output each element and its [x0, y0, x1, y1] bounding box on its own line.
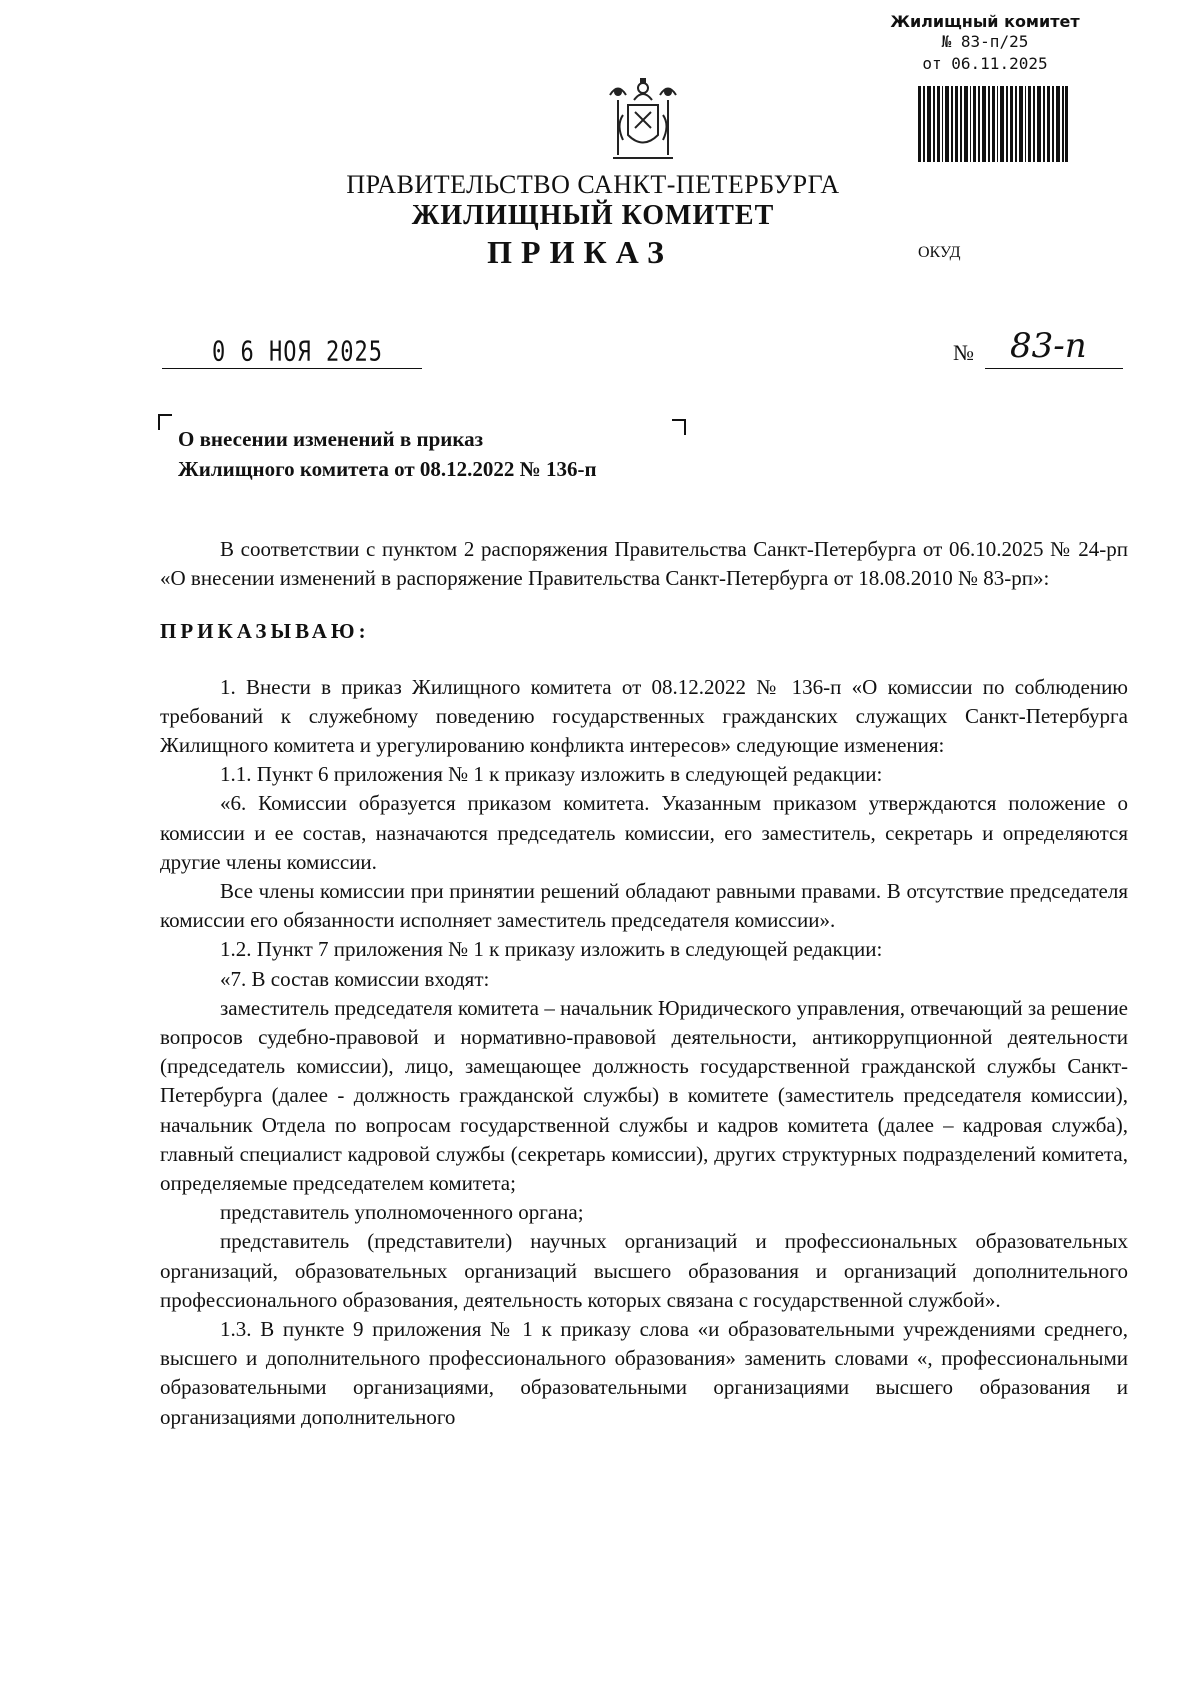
committee-title: ЖИЛИЩНЫЙ КОМИТЕТ: [411, 200, 775, 231]
document-body: [160, 535, 1128, 1432]
document-date: 0 6 НОЯ 2025: [212, 336, 383, 369]
paragraph-1-2-c: представитель уполномоченного органа;: [220, 1200, 584, 1225]
order-heading: ПРИКАЗЫВАЮ:: [160, 619, 370, 644]
paragraph-1-2: 1.2. Пункт 7 приложения № 1 к приказу изложить в следующей редакции:: [220, 937, 883, 962]
corner-mark-left: [158, 414, 172, 430]
document-type: ПРИКАЗ: [487, 234, 673, 270]
subject-line-1: О внесении изменений в приказ: [178, 427, 484, 451]
paragraph-1-1-a: «6. Комиссии образуется приказом комитета. Указанным приказом утверждаются положение о комиссии и ее состав, назначаются председатель комиссии, его заместитель, секретарь и определяются другие члены комиссии.: [160, 791, 1128, 874]
paragraph-1-1-b: Все члены комиссии при принятии решений обладают равными правами. В отсутствие председателя комиссии его обязанности исполняет заместитель председателя комиссии».: [160, 879, 1128, 933]
corner-mark-right: [672, 419, 686, 435]
registration-stamp: [880, 12, 1090, 75]
stamp-number: № 83-п/25: [941, 32, 1029, 51]
coat-of-arms-icon: [598, 70, 688, 170]
document-number: 83-п: [1010, 326, 1087, 366]
barcode-icon: [918, 86, 1068, 162]
paragraph-1: 1. Внести в приказ Жилищного комитета от 08.12.2022 № 136-п «О комиссии по соблюдению требований к служебному поведению государственных гражданских служащих Санкт-Петербурга Жилищного комитета и урегулированию конфликта интересов» следующие изменения:: [160, 674, 1128, 758]
paragraph-1-2-a: «7. В состав комиссии входят:: [220, 966, 490, 991]
okud-label: ОКУД: [918, 244, 961, 261]
subject-line-2: Жилищного комитета от 08.12.2022 № 136-п: [178, 457, 597, 481]
paragraph-1-1: 1.1. Пункт 6 приложения № 1 к приказу изложить в следующей редакции:: [220, 762, 883, 787]
paragraph-1-2-b: заместитель председателя комитета – начальник Юридического управления, отвечающий за решение вопросов судебно-правовой и нормативно-правовой деятельности, антикоррупционной деятельности (председатель комиссии), лицо, замещающее должность государственной гражданской службы Санкт-Петербурга (далее - должность гражданской службы) в комитете (заместитель председателя комиссии), начальник Отдела по вопросам государственной службы и кадров комитета (далее – кадровая служба), главный специалист кадровой службы (секретарь комиссии), других структурных подразделений комитета, определяемые председателем комитета;: [160, 995, 1128, 1196]
stamp-org: Жилищный комитет: [890, 12, 1080, 31]
document-subject: [178, 424, 597, 484]
paragraph-1-3: 1.3. В пункте 9 приложения № 1 к приказу слова «и образовательными учреждениями среднего, высшего и дополнительного профессионального образования» заменить словами «, профессиональными образовательными организациями, образовательными организациями высшего образования и организациями дополнительного: [160, 1317, 1128, 1429]
government-title: ПРАВИТЕЛЬСТВО САНКТ-ПЕТЕРБУРГА: [346, 170, 840, 199]
paragraph-1-2-d: представитель (представители) научных организаций и профессиональных образовательных организаций, образовательных организаций высшего образования и организаций дополнительного профессионального образования, деятельность которых связана с государственной службой».: [160, 1229, 1128, 1312]
stamp-date: от 06.11.2025: [922, 54, 1048, 73]
preamble: В соответствии с пунктом 2 распоряжения Правительства Санкт-Петербурга от 06.10.2025 № 24-рп «О внесении изменений в распоряжение Правительства Санкт-Петербурга от 18.08.2010 № 83-рп»:: [160, 537, 1128, 591]
number-label: №: [953, 340, 974, 365]
